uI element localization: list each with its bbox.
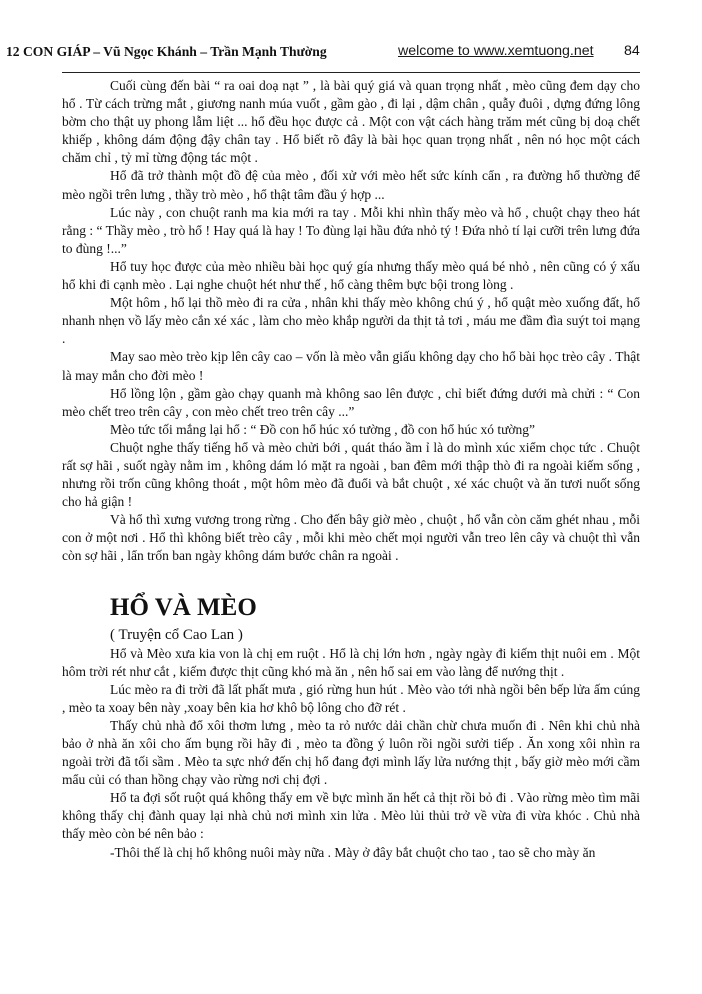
page-number: 84	[624, 43, 640, 59]
paragraph: Hổ và Mèo xưa kia von là chị em ruột . Hổ là chị lớn hơn , ngày ngày đi kiếm thịt nuôi em . Một hôm trời rét như cắt , kiếm được thịt cũng khó mà ăn , nên hổ sai em vào làng để nướng thịt .	[62, 645, 640, 679]
previous-story-text	[62, 77, 640, 566]
header-divider	[62, 72, 640, 73]
paragraph: -Thôi thế là chị hổ không nuôi mày nữa . Mày ở đây bắt chuột cho tao , tao sẽ cho mày ăn	[110, 844, 596, 860]
paragraph: Chuột nghe thấy tiếng hổ và mèo chửi bới , quát tháo ầm ỉ là do mình xúc xiểm chọc tức . Chuột rất sợ hãi , suốt ngày nằm im , không dám ló mặt ra ngoài , ban đêm mới thập thò đi ra ngoài kiếm sống , nhưng rồi trốn cũng không thoát , một hôm mèo đã đuổi và bắt chuột , xé xác chuột và ăn tươi nuốt sống cho hả giận !	[62, 439, 640, 510]
paragraph: Một hôm , hổ lại thồ mèo đi ra cửa , nhân khi thấy mèo không chú ý , hổ quật mèo xuống đất, hổ nhanh nhẹn vồ lấy mèo cắn xé xác , làm cho mèo khắp người da thịt tả tơi , máu me đầm đìa suýt toi mạng .	[62, 295, 640, 347]
book-title: 12 CON GIÁP – Vũ Ngọc Khánh – Trần Mạnh Thường	[6, 44, 327, 59]
website-link[interactable]: welcome to www.xemtuong.net	[398, 43, 594, 59]
page-header	[6, 44, 646, 66]
page-body	[62, 77, 640, 862]
paragraph: Hổ ta đợi sốt ruột quá không thấy em về bực mình ăn hết cả thịt rồi bỏ đi . Vào rừng mèo tìm mãi không thấy chị đành quay lại nhà chủ nơi mình xin lửa . Mèo lủi thủi trở về vừa đi vừa khóc . Chủ nhà thấy mèo còn bé nên bảo :	[62, 790, 640, 842]
paragraph: Lúc này , con chuột ranh ma kia mới ra tay . Mỗi khi nhìn thấy mèo và hổ , chuột chạy theo hát rằng : “ Thầy mèo , trò hổ ! Hay quá là hay ! To đùng lại hầu đứa nhỏ tý ! Đứa nhỏ tí lại cưỡi trên lưng đứa to đùng !...”	[62, 204, 640, 256]
paragraph: May sao mèo trèo kịp lên cây cao – vốn là mèo vẫn giấu không dạy cho hổ bài học trèo cây . Thật là may mắn cho đời mèo !	[62, 349, 640, 383]
story-section	[62, 592, 640, 862]
story-title: HỔ VÀ MÈO	[110, 593, 257, 621]
paragraph: Thấy chủ nhà đổ xôi thơm lưng , mèo ta rỏ nước dải chần chừ chưa muốn đi . Nên khi chủ nhà bảo ở nhà ăn xôi cho ấm bụng rồi hãy đi , mèo ta đồng ý luôn rồi ngồi sưởi tiếp . Ăn xong xôi nhìn ra ngoài trời đã tối sầm . Mèo ta sực nhớ đến chị hổ đang đợi mình lấy lửa nướng thịt , bấy giờ mèo mới cầm mẩu củi có than hồng chạy vào rừng nơi chị đợi .	[62, 717, 640, 788]
paragraph: Hổ đã trở thành một đồ đệ của mèo , đối xử với mèo hết sức kính cẩn , ra đường hổ thường để mèo ngồi trên lưng , thầy trò mèo , hổ thật tâm đầu ý hợp ...	[62, 168, 640, 202]
paragraph: Hổ lồng lộn , gầm gào chạy quanh mà không sao lên được , chỉ biết đứng dưới mà chửi : “ Con mèo chết treo trên cây , con mèo chết treo trên cây ...”	[62, 385, 640, 419]
paragraph: Cuối cùng đến bài “ ra oai doạ nạt ” , là bài quý giá và quan trọng nhất , mèo cũng đem dạy cho hổ . Từ cách trừng mắt , giương nanh múa vuốt , gầm gào , đi lại , dậm chân , quẫy đuôi , dựng đứng lông bờm cho thật uy phong lẫm liệt ... hổ đều học được cả . Một con vật cách hàng trăm mét cũng bị doạ chết khiếp , không dám động đậy chân tay . Hổ biết rõ đây là bài học quan trọng nhất , nên nó học một cách chăm chỉ , tỷ mỉ từng động tác một .	[62, 78, 640, 166]
paragraph: Lúc mèo ra đi trời đã lất phất mưa , gió rừng hun hút . Mèo vào tới nhà ngồi bên bếp lửa ấm cúng , mèo ta xoay bên này ,xoay bên kia hơ khô bộ lông cho đỡ rét .	[62, 681, 640, 715]
paragraph: Và hổ thì xưng vương trong rừng . Cho đến bây giờ mèo , chuột , hổ vẫn còn căm ghét nhau , mỗi con ở một nơi . Hổ thì không biết trèo cây , mỗi khi mèo chết mọi người vẫn treo lên cây và chuột thì vẫn còn sợ hãi , lẩn trốn ban ngày không dám bước chân ra ngoài .	[62, 512, 640, 564]
story-subtitle: ( Truyện cổ Cao Lan )	[110, 626, 243, 643]
paragraph: Mèo tức tối mắng lại hổ : “ Đồ con hổ húc xó tường , đồ con hổ húc xó tường”	[110, 421, 536, 437]
paragraph: Hổ tuy học được của mèo nhiều bài học quý gía nhưng thấy mèo quá bé nhỏ , nên cũng có ý xấu hổ khi đi cạnh mèo . Lại nghe chuột hét như thế , hổ càng thêm bực bội trong lòng .	[62, 258, 640, 293]
